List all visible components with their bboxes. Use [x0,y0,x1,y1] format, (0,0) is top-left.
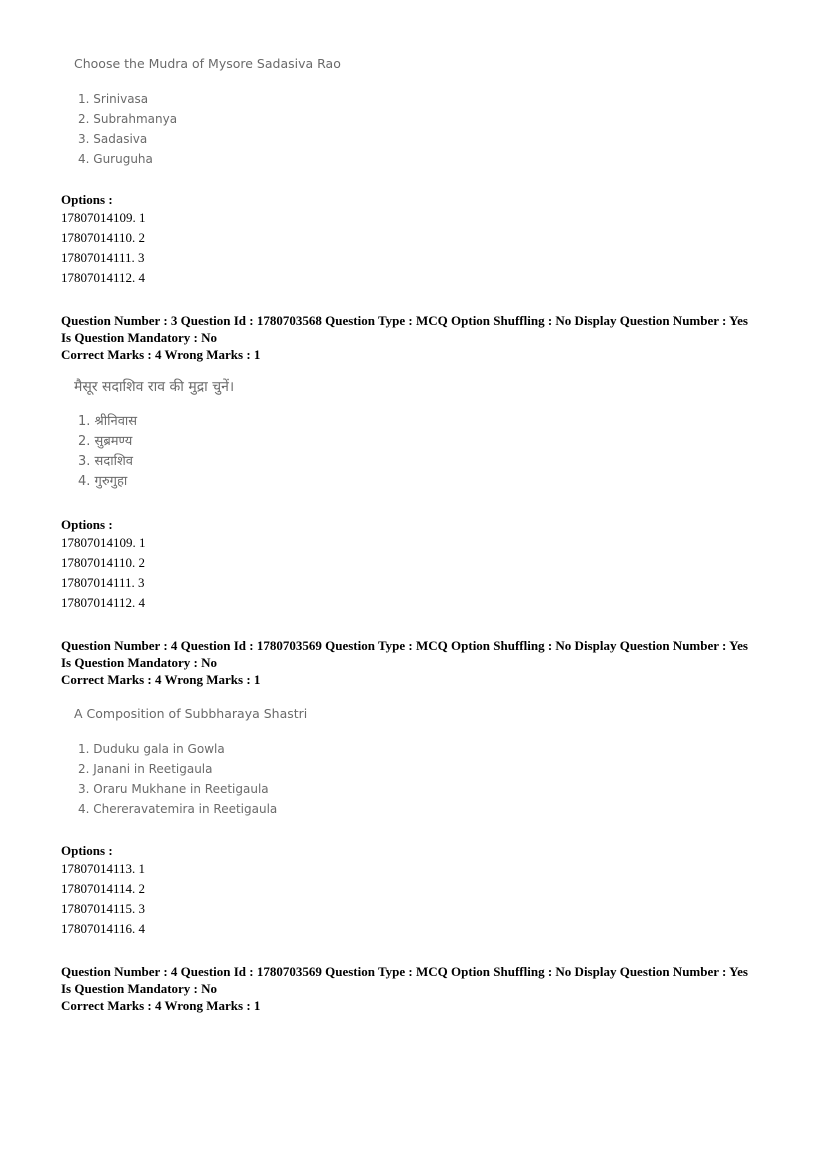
question-text: A Composition of Subbharaya Shastri [74,706,308,721]
question-meta-q4 [61,637,748,688]
option-item: 17807014110. 2 [61,230,146,245]
choice-item: 4. गुरुगुहा [78,474,128,489]
question-image-q4 [74,706,307,819]
meta-line: Correct Marks : 4 Wrong Marks : 1 [61,998,261,1013]
option-item: 17807014109. 1 [61,535,146,550]
choice-item: 3. Oraru Mukhane in Reetigaula [78,782,269,796]
choice-list [74,739,307,819]
options-list [61,859,145,939]
options-block-q3 [61,516,146,613]
option-item: 17807014110. 2 [61,555,146,570]
question-image-q3 [74,379,234,492]
meta-line: Correct Marks : 4 Wrong Marks : 1 [61,347,261,362]
question-image-q2 [74,56,341,169]
options-block-q2 [61,191,146,288]
choice-list [74,412,234,492]
choice-list [74,89,341,169]
option-item: 17807014116. 4 [61,921,146,936]
choice-item: 3. Sadasiva [78,132,148,146]
meta-line: Correct Marks : 4 Wrong Marks : 1 [61,672,261,687]
option-item: 17807014113. 1 [61,861,146,876]
question-text: Choose the Mudra of Mysore Sadasiva Rao [74,56,341,71]
meta-line: Question Number : 3 Question Id : 1780703568 Question Type : MCQ Option Shuffling : No Display Question Number : Yes [61,313,748,328]
meta-line: Is Question Mandatory : No [61,655,218,670]
choice-item: 2. सुब्रमण्य [78,434,133,449]
option-item: 17807014112. 4 [61,595,146,610]
options-heading: Options : [61,192,113,207]
choice-item: 1. श्रीनिवास [78,414,138,429]
choice-item: 3. सदाशिव [78,454,134,469]
option-item: 17807014114. 2 [61,881,146,896]
option-item: 17807014109. 1 [61,210,146,225]
choice-item: 1. Duduku gala in Gowla [78,742,225,756]
option-item: 17807014115. 3 [61,901,146,916]
choice-item: 4. Chereravatemira in Reetigaula [78,802,278,816]
meta-line: Question Number : 4 Question Id : 1780703569 Question Type : MCQ Option Shuffling : No Display Question Number : Yes [61,638,748,653]
choice-item: 4. Guruguha [78,152,153,166]
options-heading: Options : [61,517,113,532]
choice-item: 2. Janani in Reetigaula [78,762,213,776]
choice-item: 2. Subrahmanya [78,112,178,126]
options-list [61,533,146,613]
question-meta-q4-repeat [61,963,748,1014]
option-item: 17807014111. 3 [61,250,145,265]
options-list [61,208,146,288]
options-block-q4 [61,842,145,939]
option-item: 17807014111. 3 [61,575,145,590]
question-meta-q3 [61,312,748,363]
question-text: मैसूर सदाशिव राव की मुद्रा चुनें। [74,379,235,395]
choice-item: 1. Srinivasa [78,92,149,106]
option-item: 17807014112. 4 [61,270,146,285]
meta-line: Is Question Mandatory : No [61,330,218,345]
meta-line: Question Number : 4 Question Id : 1780703569 Question Type : MCQ Option Shuffling : No Display Question Number : Yes [61,964,748,979]
options-heading: Options : [61,843,113,858]
meta-line: Is Question Mandatory : No [61,981,218,996]
